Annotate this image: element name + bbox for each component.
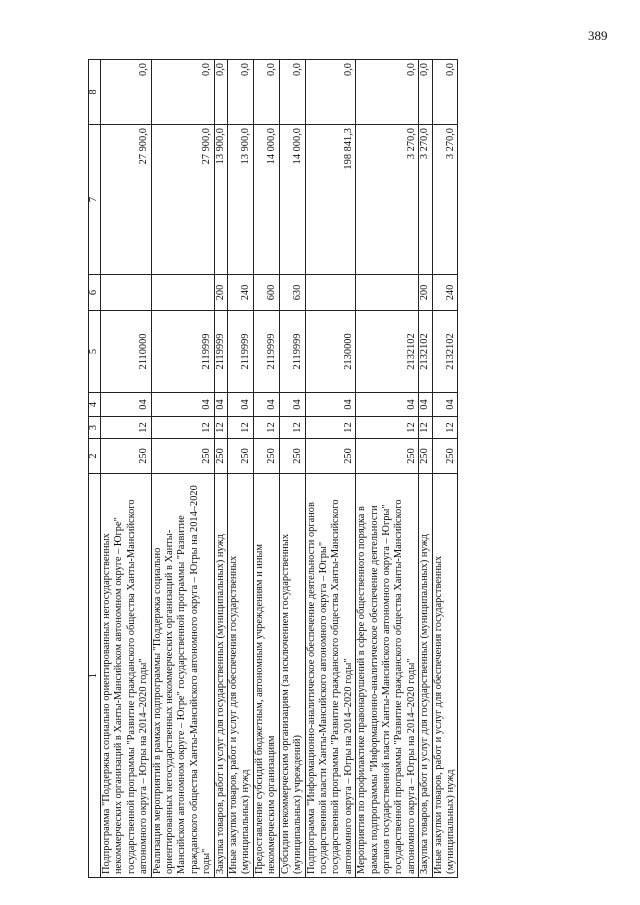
cell-target-article: 2119999 <box>228 311 254 393</box>
cell-amount: 27 900,0 <box>151 125 214 275</box>
cell-code: 250 <box>151 439 214 474</box>
row-description: Мероприятия по профилактике правонарушений в сфере общественного порядка в рамках подпрограммы "Информационно-аналитическое обеспечение деятельности органов государственной власти Ханты-Мансийского автономного округа – Югры" государственной программы "Развитие гражданского общества Ханты-Мансийского автономного округа – Югры на 2014–2020 годы" <box>356 474 419 878</box>
cell-code: 250 <box>432 439 458 474</box>
cell-amount: 13 900,0 <box>228 125 254 275</box>
column-header: 6 <box>89 275 101 311</box>
table-row <box>279 60 305 878</box>
cell-code: 250 <box>356 439 419 474</box>
cell-section: 12 <box>432 417 458 439</box>
cell-expense-type <box>151 275 214 311</box>
cell-code: 250 <box>214 439 227 474</box>
cell-target-article: 2132102 <box>432 311 458 393</box>
cell-code: 250 <box>101 439 152 474</box>
cell-subsection: 04 <box>279 393 305 417</box>
cell-amount: 14 000,0 <box>253 125 279 275</box>
cell-amount: 3 270,0 <box>432 125 458 275</box>
header-row <box>89 60 101 878</box>
cell-subsection: 04 <box>419 393 432 417</box>
cell-section: 12 <box>101 417 152 439</box>
cell-amount: 198 841,3 <box>305 125 356 275</box>
cell-section: 12 <box>151 417 214 439</box>
cell-amount: 14 000,0 <box>279 125 305 275</box>
row-description: Предоставление субсидий бюджетным, автономным учреждениям и иным некоммерческим организациям <box>253 474 279 878</box>
cell-expense-type <box>305 275 356 311</box>
cell-code: 250 <box>253 439 279 474</box>
column-header: 4 <box>89 393 101 417</box>
column-header: 2 <box>89 439 101 474</box>
table-row <box>151 60 214 878</box>
cell-amount-2: 0,0 <box>214 60 227 125</box>
cell-expense-type: 200 <box>214 275 227 311</box>
row-description: Реализация мероприятий в рамках подпрограммы "Поддержка социально ориентированных негосударственных некоммерческих организаций в Ханты-Мансийском автономном округе – Югре" государственной программы "Развитие гражданского общества Ханты-Мансийского автономного округа – Югры на 2014–2020 годы" <box>151 474 214 878</box>
row-description: Подпрограмма "Информационно-аналитическое обеспечение деятельности органов государственной власти Ханты-Мансийского автономного округа – Югры" государственной программы "Развитие гражданского общества Ханты-Мансийского автономного округа – Югры на 2014–2020 годы" <box>305 474 356 878</box>
cell-amount: 3 270,0 <box>419 125 432 275</box>
row-description: Закупка товаров, работ и услуг для государственных (муниципальных) нужд <box>419 474 432 878</box>
table-row <box>253 60 279 878</box>
budget-table <box>88 59 458 878</box>
cell-expense-type: 630 <box>279 275 305 311</box>
cell-code: 250 <box>305 439 356 474</box>
table-row <box>419 60 432 878</box>
cell-expense-type <box>101 275 152 311</box>
cell-section: 12 <box>356 417 419 439</box>
cell-subsection: 04 <box>101 393 152 417</box>
row-description: Закупка товаров, работ и услуг для государственных (муниципальных) нужд <box>214 474 227 878</box>
row-description: Подпрограмма "Поддержка социально ориентированных негосударственных некоммерческих организаций в Ханты-Мансийском автономном округе – Югре" государственной программы "Развитие гражданского общества Ханты-Мансийского автономного округа – Югры на 2014–2020 годы" <box>101 474 152 878</box>
table-row <box>356 60 419 878</box>
cell-expense-type: 240 <box>432 275 458 311</box>
cell-amount-2: 0,0 <box>253 60 279 125</box>
column-header: 7 <box>89 125 101 275</box>
cell-section: 12 <box>279 417 305 439</box>
table-row <box>228 60 254 878</box>
cell-target-article: 2119999 <box>151 311 214 393</box>
cell-subsection: 04 <box>356 393 419 417</box>
column-header: 3 <box>89 417 101 439</box>
cell-expense-type <box>356 275 419 311</box>
row-description: Иные закупки товаров, работ и услуг для обеспечения государственных (муниципальных) нужд <box>432 474 458 878</box>
cell-expense-type: 600 <box>253 275 279 311</box>
cell-amount-2: 0,0 <box>151 60 214 125</box>
cell-expense-type: 200 <box>419 275 432 311</box>
cell-subsection: 04 <box>228 393 254 417</box>
cell-target-article: 2130000 <box>305 311 356 393</box>
page-number: 389 <box>588 28 608 43</box>
cell-target-article: 2132102 <box>356 311 419 393</box>
cell-section: 12 <box>228 417 254 439</box>
cell-subsection: 04 <box>151 393 214 417</box>
cell-amount-2: 0,0 <box>279 60 305 125</box>
cell-target-article: 2110000 <box>101 311 152 393</box>
cell-section: 12 <box>419 417 432 439</box>
cell-code: 250 <box>228 439 254 474</box>
cell-amount-2: 0,0 <box>432 60 458 125</box>
cell-amount-2: 0,0 <box>356 60 419 125</box>
cell-target-article: 2119999 <box>214 311 227 393</box>
table-row <box>101 60 152 878</box>
table-row <box>432 60 458 878</box>
cell-amount-2: 0,0 <box>101 60 152 125</box>
cell-code: 250 <box>279 439 305 474</box>
cell-amount: 13 900,0 <box>214 125 227 275</box>
cell-section: 12 <box>305 417 356 439</box>
row-description: Иные закупки товаров, работ и услуг для обеспечения государственных (муниципальных) нужд <box>228 474 254 878</box>
table-row <box>305 60 356 878</box>
cell-amount-2: 0,0 <box>305 60 356 125</box>
cell-amount: 3 270,0 <box>356 125 419 275</box>
column-header: 5 <box>89 311 101 393</box>
column-header: 8 <box>89 60 101 125</box>
cell-section: 12 <box>253 417 279 439</box>
cell-code: 250 <box>419 439 432 474</box>
rotated-table-container <box>88 60 538 878</box>
cell-expense-type: 240 <box>228 275 254 311</box>
table-row <box>214 60 227 878</box>
cell-amount: 27 900,0 <box>101 125 152 275</box>
cell-amount-2: 0,0 <box>419 60 432 125</box>
cell-target-article: 2119999 <box>253 311 279 393</box>
cell-section: 12 <box>214 417 227 439</box>
cell-target-article: 2132102 <box>419 311 432 393</box>
cell-amount-2: 0,0 <box>228 60 254 125</box>
cell-target-article: 2119999 <box>279 311 305 393</box>
row-description: Субсидии некоммерческим организациям (за исключением государственных (муниципальных) учреждений) <box>279 474 305 878</box>
column-header: 1 <box>89 474 101 878</box>
cell-subsection: 04 <box>432 393 458 417</box>
cell-subsection: 04 <box>305 393 356 417</box>
cell-subsection: 04 <box>214 393 227 417</box>
cell-subsection: 04 <box>253 393 279 417</box>
